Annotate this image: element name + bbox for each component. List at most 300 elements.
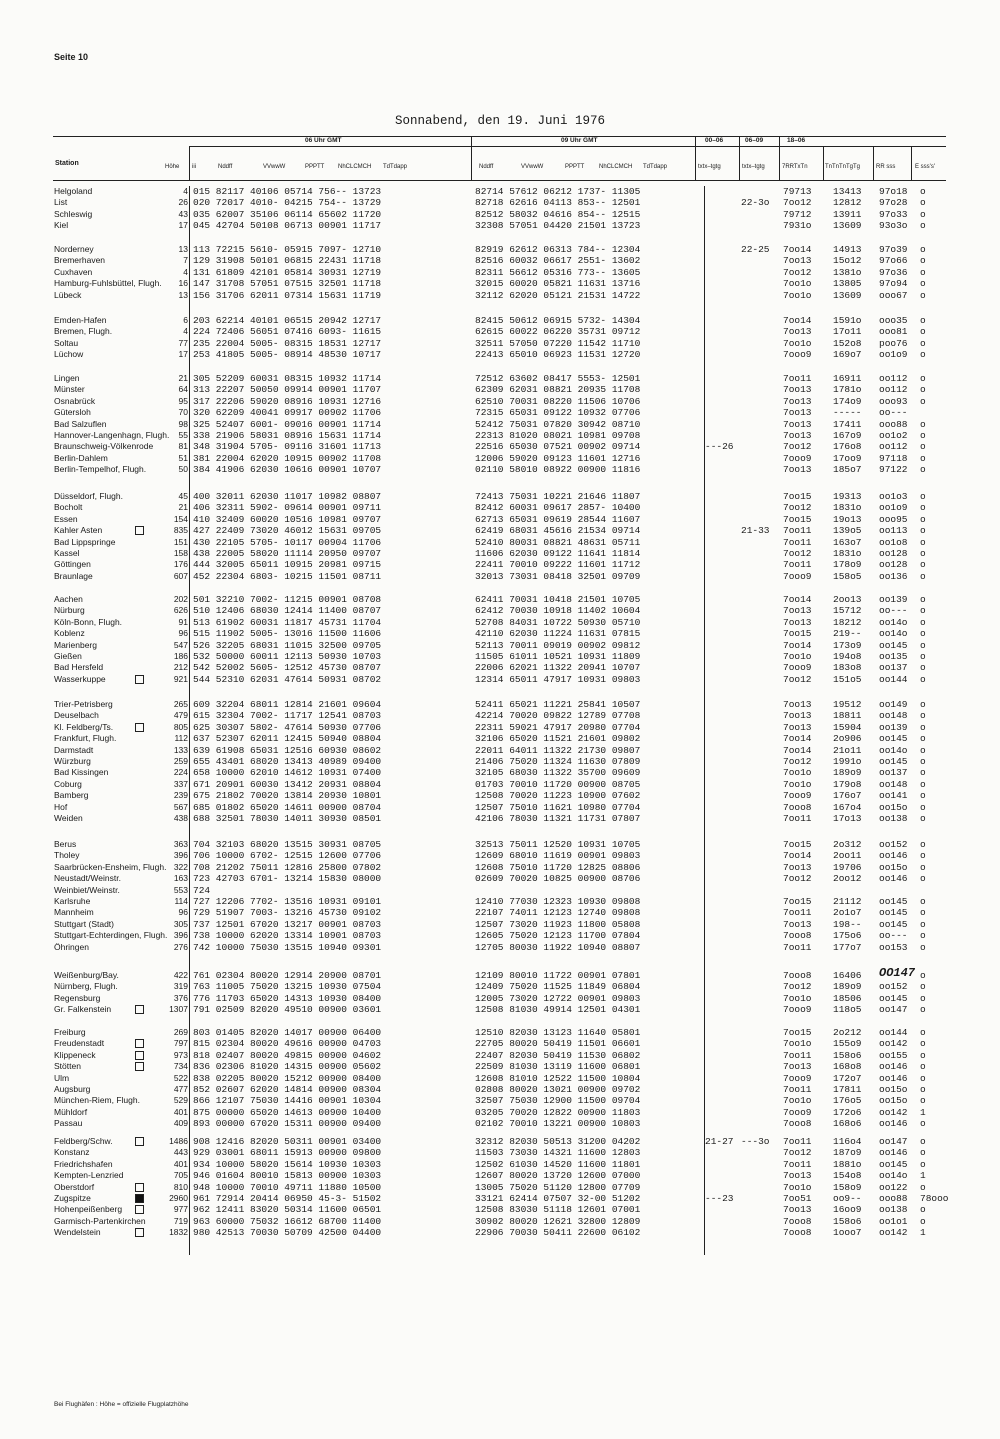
rr-sss: oo135 xyxy=(879,651,908,662)
header-nhclcmch: NhCLCMCH xyxy=(338,164,372,170)
obs-06-gmt: 235 22004 5005- 08315 18531 12717 xyxy=(193,337,382,349)
temp-diff-b: 21-33 xyxy=(741,525,770,537)
station-name: Koblenz xyxy=(54,628,85,639)
table-row xyxy=(0,981,1000,992)
obs-09-gmt: 12605 75020 12123 11700 07804 xyxy=(475,930,641,942)
e-sss: o xyxy=(920,1158,926,1170)
obs-06-gmt: 658 10000 62010 14612 10931 07400 xyxy=(193,767,382,779)
station-height: 16 xyxy=(178,278,188,289)
tn-tg: 118o5 xyxy=(833,1004,862,1016)
e-sss: o xyxy=(920,1136,926,1147)
table-row xyxy=(0,338,1000,349)
obs-06-gmt: 317 22206 59020 08916 10931 12716 xyxy=(193,395,382,407)
obs-09-gmt: 11503 73030 14321 11600 12803 xyxy=(475,1147,641,1159)
station-name: Nürburg xyxy=(54,605,85,616)
obs-09-gmt: 82919 62612 06313 784-- 12304 xyxy=(475,244,641,255)
obs-06-gmt: 948 10000 70010 49711 11880 10500 xyxy=(193,1181,382,1193)
tn-tg: 158o5 xyxy=(833,570,862,582)
tn-tg: 13911 xyxy=(833,208,862,220)
obs-06-gmt: 020 72017 4010- 04215 754-- 13729 xyxy=(193,197,382,209)
obs-09-gmt: 42106 78030 11321 11731 07807 xyxy=(475,813,641,824)
table-row xyxy=(0,1136,1000,1147)
obs-09-gmt: 32312 82030 50513 31200 04202 xyxy=(475,1136,641,1147)
rr-sss: oo--- xyxy=(879,605,908,617)
station-height: 409 xyxy=(173,1118,188,1129)
station-height: 1832 xyxy=(169,1227,188,1238)
table-row xyxy=(0,662,1000,673)
station-name: Nürnberg, Flugh. xyxy=(54,981,118,992)
e-sss: o xyxy=(920,850,926,862)
table-row xyxy=(0,290,1000,301)
rr-txtn: 7oo12 xyxy=(783,197,812,209)
tn-tg: 172o7 xyxy=(833,1072,862,1084)
header-station: Station xyxy=(55,160,79,167)
table-row xyxy=(0,326,1000,337)
rr-txtn: 7oo13 xyxy=(783,384,812,396)
station-height: 797 xyxy=(173,1038,188,1049)
header-txtx-tgtg-2: txtx–tgtg xyxy=(742,164,765,170)
rr-txtn: 7oo51 xyxy=(783,1193,812,1204)
station-name: Gütersloh xyxy=(54,407,91,418)
rr-sss: oo113 xyxy=(879,525,908,537)
station-name: Köln-Bonn, Flugh. xyxy=(54,616,123,627)
table-row xyxy=(0,651,1000,662)
obs-06-gmt: 131 61809 42101 05814 30931 12719 xyxy=(193,266,382,278)
square-marker xyxy=(135,1205,144,1214)
obs-06-gmt: 045 42704 50108 06713 00901 11717 xyxy=(193,220,382,232)
obs-09-gmt: 82415 50612 06915 5732- 14304 xyxy=(475,315,641,326)
temp-diff-b: ---3o xyxy=(741,1136,770,1147)
rr-txtn: 7oo13 xyxy=(783,918,812,930)
station-height: 401 xyxy=(173,1158,188,1169)
e-sss: o xyxy=(920,418,926,430)
rr-sss: oo1o9 xyxy=(879,502,908,514)
obs-06-gmt: 818 02407 80020 49815 00900 04602 xyxy=(193,1049,382,1061)
station-height: 55 xyxy=(178,430,188,440)
e-sss: 1 xyxy=(920,1106,926,1118)
e-sss: o xyxy=(920,778,926,790)
table-row xyxy=(0,525,1000,536)
table-row xyxy=(0,1095,1000,1106)
obs-09-gmt: 12507 73020 11923 11800 05808 xyxy=(475,918,641,930)
station-name: München-Riem, Flugh. xyxy=(54,1095,140,1106)
obs-09-gmt: 62412 70030 10918 11402 10604 xyxy=(475,605,641,617)
rr-sss: oo155 xyxy=(879,1049,908,1061)
station-height: 96 xyxy=(178,907,188,918)
table-row xyxy=(0,605,1000,616)
station-height: 70 xyxy=(178,407,188,418)
station-height: 51 xyxy=(178,452,188,463)
station-name: Braunschweig-Völkenrode xyxy=(54,441,154,452)
rr-txtn: 7ooo8 xyxy=(783,801,812,813)
station-name: Freiburg xyxy=(54,1027,86,1037)
obs-06-gmt: 791 02509 82020 49510 00900 03601 xyxy=(193,1004,382,1016)
table-row xyxy=(0,640,1000,651)
station-height: 522 xyxy=(173,1072,188,1083)
obs-06-gmt: 384 41906 62030 10616 00901 10707 xyxy=(193,464,382,476)
obs-09-gmt: 02110 58010 08922 00900 11816 xyxy=(475,464,641,476)
rr-txtn: 7oo12 xyxy=(783,266,812,278)
obs-06-gmt: 929 03001 68011 15913 00900 09800 xyxy=(193,1147,382,1159)
e-sss: o xyxy=(920,337,926,349)
rr-txtn: 7oo1o xyxy=(783,278,812,290)
table-row xyxy=(0,1027,1000,1038)
footnote: Bei Flughäfen : Höhe = offizielle Flugplatzhöhe xyxy=(54,1401,189,1408)
rr-txtn: 7oo14 xyxy=(783,850,812,862)
obs-09-gmt: 32507 75030 12900 11500 09704 xyxy=(475,1095,641,1107)
obs-09-gmt: 22313 81020 08021 10981 09708 xyxy=(475,430,641,441)
station-height: 202 xyxy=(173,594,188,604)
table-row xyxy=(0,919,1000,930)
rr-sss: oo145 xyxy=(879,907,908,919)
station-height: 212 xyxy=(173,662,188,673)
rr-sss: 97o66 xyxy=(879,255,908,267)
table-row xyxy=(0,373,1000,384)
rr-sss: oo14o xyxy=(879,616,908,628)
station-name: Zugspitze xyxy=(54,1193,91,1203)
tn-tg: 2oo11 xyxy=(833,850,862,862)
obs-09-gmt: 52410 80031 08821 48631 05711 xyxy=(475,536,641,548)
station-height: 973 xyxy=(173,1049,188,1060)
tn-tg: 1831o xyxy=(833,502,862,514)
station-height: 26 xyxy=(178,197,188,208)
obs-06-gmt: 963 60000 75032 16612 68700 11400 xyxy=(193,1215,382,1227)
obs-09-gmt: 62713 65031 09619 28544 11607 xyxy=(475,513,641,525)
obs-09-gmt: 12005 73020 12722 00901 09803 xyxy=(475,992,641,1004)
tn-tg: 17o11 xyxy=(833,326,862,338)
station-height: 401 xyxy=(173,1106,188,1117)
obs-09-gmt: 12109 80010 11722 00901 07801 xyxy=(475,970,641,981)
obs-06-gmt: 723 42703 6701- 13214 15830 08000 xyxy=(193,873,382,885)
obs-09-gmt: 12609 68010 11619 00901 09803 xyxy=(475,850,641,862)
rr-txtn: 7oo12 xyxy=(783,548,812,559)
table-row xyxy=(0,790,1000,801)
table-row xyxy=(0,464,1000,475)
obs-06-gmt: 501 32210 7002- 11215 00901 08708 xyxy=(193,594,382,605)
obs-06-gmt: 325 52407 6001- 09016 00901 11714 xyxy=(193,418,382,430)
tn-tg: 18811 xyxy=(833,710,862,722)
obs-06-gmt: 737 12501 67020 13217 00901 08703 xyxy=(193,918,382,930)
rr-txtn: 7oo12 xyxy=(783,756,812,767)
rr-txtn: 7oo14 xyxy=(783,594,812,605)
obs-06-gmt: 305 52209 60031 08315 10932 11714 xyxy=(193,373,382,384)
e-sss: 78ooo xyxy=(920,1193,949,1204)
tn-tg: 17811 xyxy=(833,1084,862,1095)
obs-06-gmt: 655 43401 68020 13413 40989 09400 xyxy=(193,756,382,767)
tn-tg: 189o9 xyxy=(833,981,862,993)
e-sss: o xyxy=(920,441,926,453)
rr-txtn: 7oo11 xyxy=(783,536,812,548)
obs-09-gmt: 82718 62616 04113 853-- 12501 xyxy=(475,197,641,209)
header-nddff: Nddff xyxy=(218,164,233,170)
rr-txtn: 7oo13 xyxy=(783,1204,812,1216)
table-row xyxy=(0,993,1000,1004)
obs-09-gmt: 30902 80020 12621 32800 12809 xyxy=(475,1215,641,1227)
e-sss: o xyxy=(920,197,926,209)
e-sss: o xyxy=(920,756,926,767)
header-vvwww: VVwwW xyxy=(263,164,286,170)
obs-06-gmt: 962 12411 83020 50314 11600 06501 xyxy=(193,1204,382,1216)
obs-09-gmt: 22011 64011 11322 21730 09807 xyxy=(475,744,641,756)
station-name: Bremerhaven xyxy=(54,255,106,266)
station-name: Berlin-Dahlem xyxy=(54,452,108,463)
obs-09-gmt: 12502 61030 14520 11600 11801 xyxy=(475,1158,641,1170)
obs-09-gmt: 22516 65030 07521 00902 09714 xyxy=(475,441,641,453)
e-sss: o xyxy=(920,1049,926,1061)
obs-06-gmt: 934 10000 58020 15614 10930 10303 xyxy=(193,1158,382,1170)
rr-txtn: 7oo15 xyxy=(783,513,812,525)
station-name: Bad Salzuflen xyxy=(54,418,107,429)
station-name: Bremen, Flugh. xyxy=(54,326,113,337)
table-row xyxy=(0,966,1000,981)
e-sss: o xyxy=(920,570,926,582)
tn-tg: 176o8 xyxy=(833,441,862,453)
rr-txtn: 7oo11 xyxy=(783,373,812,384)
tn-tg: 19512 xyxy=(833,699,862,710)
station-height: 734 xyxy=(173,1061,188,1072)
tn-tg: 16406 xyxy=(833,970,862,981)
header-hoehe: Höhe xyxy=(165,164,180,170)
rr-txtn: 7oo13 xyxy=(783,861,812,873)
table-row xyxy=(0,733,1000,744)
rr-txtn: 7oo13 xyxy=(783,616,812,628)
table-row xyxy=(0,559,1000,570)
station-height: 224 xyxy=(173,767,188,778)
table-row xyxy=(0,1147,1000,1158)
e-sss: o xyxy=(920,628,926,640)
tn-tg: ----- xyxy=(833,407,862,419)
tn-tg: 19706 xyxy=(833,861,862,873)
tn-tg: 177o7 xyxy=(833,941,862,953)
tn-tg: 13413 xyxy=(833,186,862,197)
rr-txtn: 7931o xyxy=(783,220,812,232)
obs-06-gmt: 704 32103 68020 13515 30931 08705 xyxy=(193,839,382,850)
table-row xyxy=(0,896,1000,907)
station-name: Freudenstadt xyxy=(54,1038,105,1049)
obs-09-gmt: 62309 62031 08821 20935 11708 xyxy=(475,384,641,396)
obs-09-gmt: 42110 62030 11224 11631 07815 xyxy=(475,628,641,640)
table-row xyxy=(0,930,1000,941)
e-sss: o xyxy=(920,1147,926,1159)
obs-09-gmt: 52411 65021 11221 25841 10507 xyxy=(475,699,641,710)
e-sss: o xyxy=(920,326,926,338)
table-row xyxy=(0,1061,1000,1072)
tn-tg: 158o6 xyxy=(833,1049,862,1061)
square-marker xyxy=(135,1228,144,1237)
rr-txtn: 7oo11 xyxy=(783,559,812,571)
tn-tg: 1591o xyxy=(833,315,862,326)
tn-tg: 19o13 xyxy=(833,513,862,525)
e-sss: o xyxy=(920,907,926,919)
rr-sss: 97o28 xyxy=(879,197,908,209)
header-06gmt: 06 Uhr GMT xyxy=(305,137,342,144)
station-height: 112 xyxy=(174,733,188,744)
e-sss: o xyxy=(920,970,926,981)
rr-txtn: 7ooo9 xyxy=(783,1072,812,1084)
rr-sss: oo122 xyxy=(879,1181,908,1193)
rr-sss: oo145 xyxy=(879,896,908,907)
obs-06-gmt: 908 12416 82020 50311 00901 03400 xyxy=(193,1136,382,1147)
obs-09-gmt: 62615 60022 06220 35731 09712 xyxy=(475,326,641,338)
e-sss: o xyxy=(920,673,926,685)
obs-09-gmt: 12608 75010 11720 12825 08806 xyxy=(475,861,641,873)
rr-txtn: 7oo13 xyxy=(783,395,812,407)
rr-txtn: 7oo13 xyxy=(783,430,812,441)
table-row xyxy=(0,1084,1000,1095)
obs-09-gmt: 72315 65031 09122 10932 07706 xyxy=(475,407,641,419)
rr-txtn: 7oo11 xyxy=(783,813,812,824)
e-sss: o xyxy=(920,1118,926,1130)
obs-09-gmt: 22107 74011 12123 12740 09808 xyxy=(475,907,641,919)
station-height: 477 xyxy=(173,1084,188,1094)
rr-sss: ooo81 xyxy=(879,326,908,338)
square-marker xyxy=(135,675,144,684)
rr-sss: oo147 xyxy=(879,1004,908,1016)
square-marker xyxy=(135,1137,144,1146)
rr-sss: oo128 xyxy=(879,548,908,559)
rr-sss: oo14o xyxy=(879,1170,908,1182)
header-tntg: TnTnTnTgTg xyxy=(825,164,861,170)
station-height: 81 xyxy=(178,441,188,452)
obs-09-gmt: 62510 70031 08220 11506 10706 xyxy=(475,395,641,407)
obs-06-gmt: 452 22304 6803- 10215 11501 08711 xyxy=(193,570,382,582)
rr-sss: oo145 xyxy=(879,1158,908,1170)
temp-diff-a: 21-27 xyxy=(705,1136,734,1147)
station-name: Hohenpeißenberg xyxy=(54,1204,123,1215)
station-height: 17 xyxy=(178,220,188,231)
rr-sss: 97o36 xyxy=(879,266,908,278)
table-row xyxy=(0,396,1000,407)
station-height: 363 xyxy=(173,839,188,849)
header-nddff-09: Nddff xyxy=(479,164,494,170)
tn-tg: 17o13 xyxy=(833,813,862,824)
obs-06-gmt: 838 02205 80020 15212 00900 08400 xyxy=(193,1072,382,1084)
e-sss: o xyxy=(920,373,926,384)
station-height: 95 xyxy=(178,395,188,406)
rr-sss: ooo35 xyxy=(879,315,908,326)
rr-sss: oo--- xyxy=(879,407,908,419)
obs-06-gmt: 015 82117 40106 05714 756-- 13723 xyxy=(193,186,382,197)
station-name: Wendelstein xyxy=(54,1227,101,1238)
tn-tg: 168o8 xyxy=(833,1061,862,1073)
rr-txtn: 7oo11 xyxy=(783,907,812,919)
tn-tg: 13609 xyxy=(833,289,862,301)
obs-06-gmt: 203 62214 40101 06515 20942 12717 xyxy=(193,315,382,326)
station-name: Bad Kissingen xyxy=(54,767,109,778)
rr-sss: oo128 xyxy=(879,559,908,571)
table-row xyxy=(0,419,1000,430)
rr-txtn: 7oo12 xyxy=(783,1147,812,1159)
table-row xyxy=(0,514,1000,525)
header-09gmt: 09 Uhr GMT xyxy=(561,137,598,144)
e-sss: o xyxy=(920,861,926,873)
station-name: Bamberg xyxy=(54,790,89,801)
e-sss: o xyxy=(920,616,926,628)
rr-txtn: 7oo15 xyxy=(783,1027,812,1038)
table-row xyxy=(0,186,1000,197)
e-sss: o xyxy=(920,513,926,525)
tn-tg: 18506 xyxy=(833,992,862,1004)
table-row xyxy=(0,594,1000,605)
rr-txtn: 7oo13 xyxy=(783,1170,812,1182)
rr-txtn: 7ooo9 xyxy=(783,1004,812,1016)
station-name: Bad Lippspringe xyxy=(54,536,116,547)
rr-sss: oo145 xyxy=(879,992,908,1004)
rr-sss: oo137 xyxy=(879,662,908,674)
e-sss: o xyxy=(920,395,926,407)
station-height: 4 xyxy=(183,266,188,277)
rr-txtn: 7ooo9 xyxy=(783,452,812,464)
obs-06-gmt: 253 41805 5005- 08914 48530 10717 xyxy=(193,349,382,361)
tn-tg: 151o5 xyxy=(833,673,862,685)
station-height: 529 xyxy=(173,1095,188,1106)
table-row xyxy=(0,1227,1000,1238)
station-height: 21 xyxy=(178,373,188,383)
station-name: Augsburg xyxy=(54,1084,91,1094)
obs-09-gmt: 22413 65010 06923 11531 12720 xyxy=(475,349,641,361)
e-sss: o xyxy=(920,662,926,674)
station-name: Passau xyxy=(54,1118,83,1129)
rr-sss: ooo88 xyxy=(879,1193,908,1204)
rr-txtn: 7oo12 xyxy=(783,441,812,453)
obs-09-gmt: 82516 60032 06617 2551- 13602 xyxy=(475,255,641,267)
tn-tg: 2o312 xyxy=(833,839,862,850)
rr-sss: ooo95 xyxy=(879,513,908,525)
obs-09-gmt: 32015 60020 05821 11631 13716 xyxy=(475,278,641,290)
rr-sss: 97o33 xyxy=(879,208,908,220)
station-name: Norderney xyxy=(54,244,94,254)
station-height: 154 xyxy=(173,513,188,524)
station-name: Göttingen xyxy=(54,559,91,570)
obs-06-gmt: 671 20901 60030 13412 20931 08804 xyxy=(193,778,382,790)
rr-txtn: 7oo1o xyxy=(783,1038,812,1050)
station-height: 322 xyxy=(173,861,188,872)
station-height: 239 xyxy=(173,790,188,801)
table-row xyxy=(0,1038,1000,1049)
station-height: 45 xyxy=(178,491,188,501)
column-rule xyxy=(189,186,190,1255)
e-sss: o xyxy=(920,767,926,779)
station-name: Garmisch-Partenkirchen xyxy=(54,1215,146,1226)
e-sss: o xyxy=(920,1027,926,1038)
station-height: 1486 xyxy=(169,1136,188,1146)
obs-09-gmt: 33121 62414 07507 32-00 51202 xyxy=(475,1193,641,1204)
rr-sss: oo146 xyxy=(879,1072,908,1084)
obs-09-gmt: 32105 68030 11322 35700 09609 xyxy=(475,767,641,779)
rr-txtn: 7oo1o xyxy=(783,289,812,301)
tn-tg: 176o7 xyxy=(833,790,862,802)
obs-06-gmt: 513 61902 60031 11817 45731 11704 xyxy=(193,616,382,628)
obs-09-gmt: 11606 62030 09122 11641 11814 xyxy=(475,548,641,559)
square-marker xyxy=(135,1005,144,1014)
obs-06-gmt: 776 11703 65020 14313 10930 08400 xyxy=(193,992,382,1004)
tn-tg: 1881o xyxy=(833,1158,862,1170)
station-height: 158 xyxy=(173,548,188,558)
tn-tg: 179o8 xyxy=(833,778,862,790)
station-name: Coburg xyxy=(54,778,82,789)
table-row xyxy=(0,441,1000,452)
table-row xyxy=(0,628,1000,639)
rr-sss: 97o39 xyxy=(879,244,908,255)
obs-06-gmt: 685 01802 65020 14611 00900 08704 xyxy=(193,801,382,813)
tn-tg: 152o8 xyxy=(833,337,862,349)
obs-06-gmt: 706 10000 6702- 12515 12600 07706 xyxy=(193,850,382,862)
rr-sss: oo112 xyxy=(879,384,908,396)
station-height: 319 xyxy=(173,981,188,992)
station-name: Schleswig xyxy=(54,208,93,219)
tn-tg: 176o5 xyxy=(833,1095,862,1107)
table-row xyxy=(0,617,1000,628)
